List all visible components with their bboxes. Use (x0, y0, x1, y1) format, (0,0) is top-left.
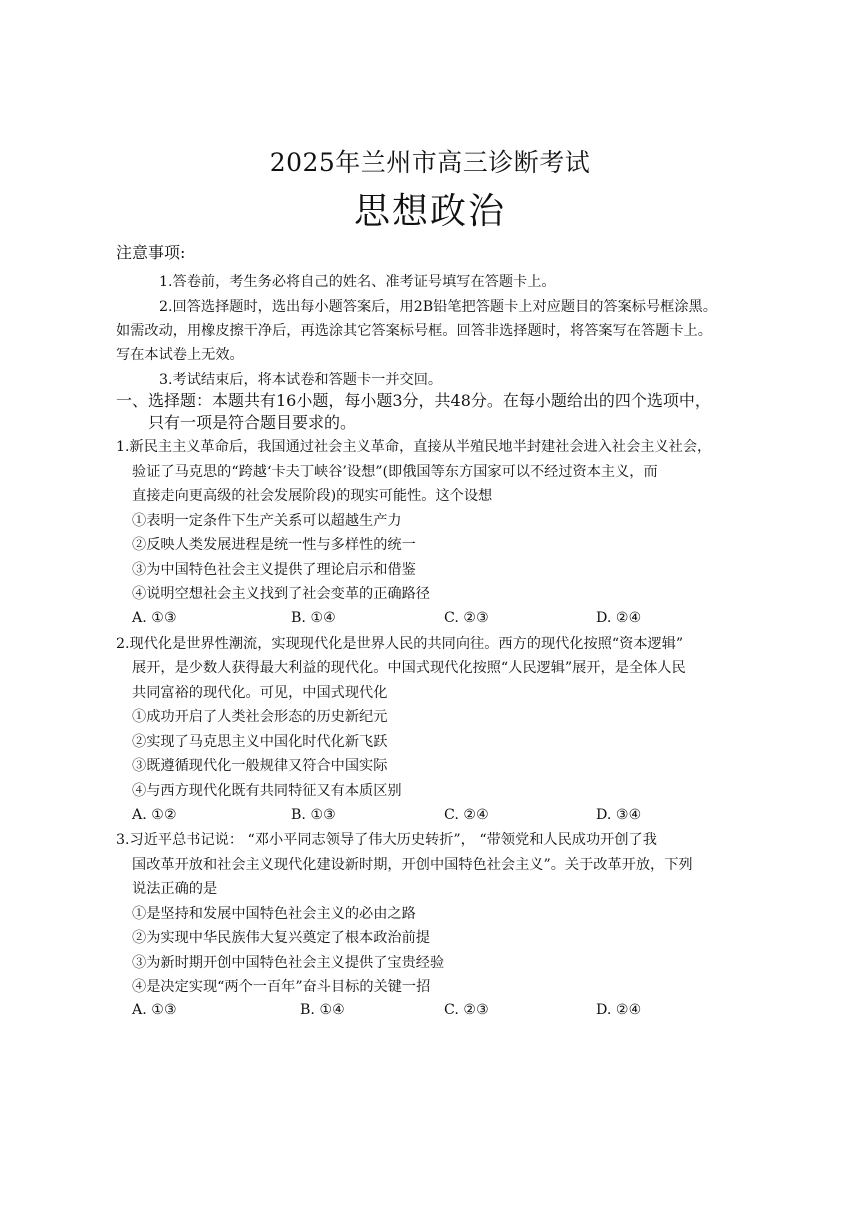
section-heading-line: 只有一项是符合题目要求的。 (148, 413, 357, 432)
section-heading-line: 一、选择题：本题共有16小题，每小题3分，共48分。在每小题给出的四个选项中， (116, 391, 711, 410)
notice-item-2: 2.回答选择题时，选出每小题答案后，用2B铅笔把答题卡上对应题目的答案标号框涂黑。 (159, 299, 717, 315)
question-stem: 1.新民主主义革命后，我国通过社会主义革命，直接从半殖民地半封建社会进入社会主义社会， (116, 439, 712, 455)
statement: ③为新时期开创中国特色社会主义提供了宝贵经验 (132, 955, 445, 971)
statement: ②实现了马克思主义中国化时代化新飞跃 (132, 734, 388, 750)
statement: ③为中国特色社会主义提供了理论启示和借鉴 (132, 562, 416, 578)
option-b: B. ①③ (291, 807, 336, 823)
option-c: C. ②④ (444, 807, 489, 823)
statement: ②为实现中华民族伟大复兴奠定了根本政治前提 (132, 930, 430, 946)
question-stem: 展开，是少数人获得最大利益的现代化。中国式现代化按照“人民逻辑”展开，是全体人民 (132, 660, 686, 676)
question-stem: 直接走向更高级的社会发展阶段)的现实可能性。这个设想 (132, 488, 493, 504)
notice-item-1: 1.答卷前，考生务必将自己的姓名、准考证号填写在答题卡上。 (159, 274, 556, 290)
statement: ④是决定实现“两个一百年”奋斗目标的关键一招 (132, 979, 431, 995)
option-a: A. ①③ (132, 610, 177, 626)
statement: ④与西方现代化既有共同特征又有本质区别 (132, 783, 402, 799)
question-stem: 验证了马克思的“跨越‘卡夫丁峡谷’设想”(即俄国等东方国家可以不经过资本主义，而 (132, 464, 658, 480)
statement: ①是坚持和发展中国特色社会主义的必由之路 (132, 906, 416, 922)
question-stem: 3.习近平总书记说： “邓小平同志领导了伟大历史转折”， “带领党和人民成功开创了我 (116, 832, 657, 848)
option-a: A. ①③ (132, 1002, 177, 1018)
statement: ②反映人类发展进程是统一性与多样性的统一 (132, 537, 416, 553)
statement: ④说明空想社会主义找到了社会变革的正确路径 (132, 586, 430, 602)
notice-item-2-cont: 如需改动，用橡皮擦干净后，再选涂其它答案标号框。回答非选择题时，将答案写在答题卡上。 (116, 323, 712, 339)
subject-title: 思想政治 (353, 191, 506, 232)
option-d: D. ②④ (596, 610, 642, 626)
statement: ③既遵循现代化一般规律又符合中国实际 (132, 758, 388, 774)
question-stem: 2.现代化是世界性潮流，实现现代化是世界人民的共同向往。西方的现代化按照“资本逻辑” (116, 636, 684, 652)
statement: ①表明一定条件下生产关系可以超越生产力 (132, 513, 402, 529)
question-stem: 共同富裕的现代化。可见，中国式现代化 (132, 685, 388, 701)
notice-item-2-cont: 写在本试卷上无效。 (116, 347, 244, 363)
exam-title: 2025年兰州市高三诊断考试 (269, 148, 591, 177)
option-c: C. ②③ (444, 610, 489, 626)
option-b: B. ①④ (300, 1002, 345, 1018)
option-d: D. ③④ (596, 807, 642, 823)
question-stem: 说法正确的是 (132, 881, 218, 897)
option-d: D. ②④ (596, 1002, 642, 1018)
statement: ①成功开启了人类社会形态的历史新纪元 (132, 709, 388, 725)
notice-heading: 注意事项: (116, 243, 186, 262)
option-b: B. ①④ (291, 610, 336, 626)
notice-item-3: 3.考试结束后，将本试卷和答题卡一并交回。 (159, 372, 443, 388)
option-c: C. ②③ (444, 1002, 489, 1018)
question-stem: 国改革开放和社会主义现代化建设新时期，开创中国特色社会主义”。关于改革开放，下列 (132, 857, 693, 873)
option-a: A. ①② (132, 807, 177, 823)
